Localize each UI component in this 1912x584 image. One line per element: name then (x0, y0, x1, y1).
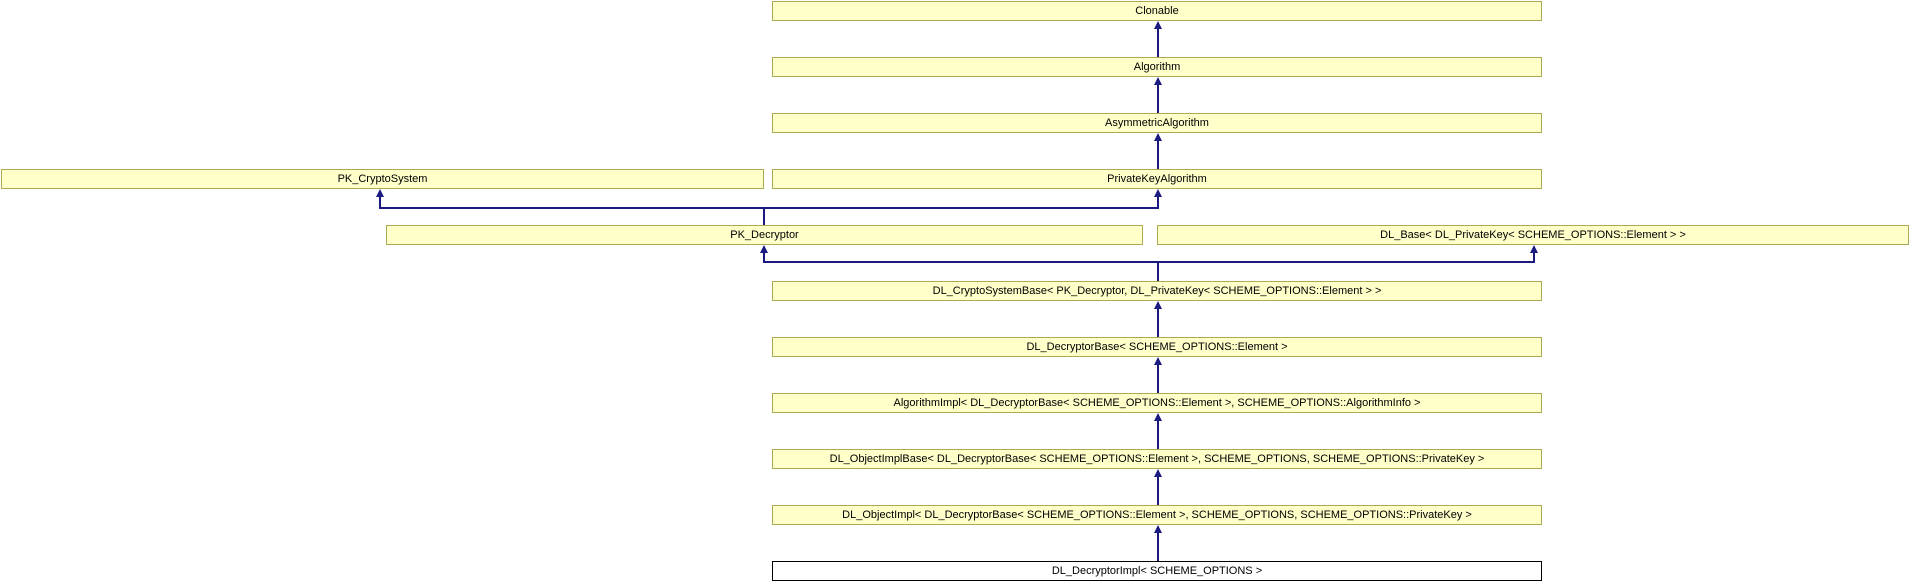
edge-algorithmimpl-to-dldecryptorbase-arrowhead (1154, 357, 1162, 365)
edge-dlcryptosystembase-to-pkdecryptor-riser (763, 253, 765, 261)
edge-dlcryptosystembase-branch-line (763, 261, 1535, 263)
edge-pkdecryptor-branch-line (379, 207, 1159, 209)
edge-pkdecryptor-stub (763, 207, 765, 225)
edge-asymmetricalgorithm-to-algorithm-shaft (1157, 85, 1159, 113)
edge-algorithm-to-clonable-arrowhead (1154, 21, 1162, 29)
edge-dlcryptosystembase-to-dlbase-riser (1533, 253, 1535, 261)
class-node-pk-decryptor[interactable]: PK_Decryptor (386, 225, 1143, 245)
edge-pkdecryptor-to-privatekeyalgorithm-arrowhead (1154, 189, 1162, 197)
edge-asymmetricalgorithm-to-algorithm-arrowhead (1154, 77, 1162, 85)
edge-pkdecryptor-to-pkcryptosystem-arrowhead (376, 189, 384, 197)
edge-dldecryptorimpl-to-dlobjectimpl-arrowhead (1154, 525, 1162, 533)
class-node-algorithm[interactable]: Algorithm (772, 57, 1542, 77)
class-node-dl-decryptorimpl-current: DL_DecryptorImpl< SCHEME_OPTIONS > (772, 561, 1542, 581)
class-node-asymmetric-algorithm[interactable]: AsymmetricAlgorithm (772, 113, 1542, 133)
edge-privatekeyalgorithm-to-asymmetricalgorithm-arrowhead (1154, 133, 1162, 141)
class-node-dl-base[interactable]: DL_Base< DL_PrivateKey< SCHEME_OPTIONS::Element > > (1157, 225, 1909, 245)
edge-dlobjectimplbase-to-algorithmimpl-shaft (1157, 421, 1159, 449)
edge-dlobjectimpl-to-dlobjectimplbase-shaft (1157, 477, 1159, 505)
edge-dlobjectimplbase-to-algorithmimpl-arrowhead (1154, 413, 1162, 421)
class-node-dl-decryptorbase[interactable]: DL_DecryptorBase< SCHEME_OPTIONS::Element > (772, 337, 1542, 357)
class-node-dl-objectimpl[interactable]: DL_ObjectImpl< DL_DecryptorBase< SCHEME_OPTIONS::Element >, SCHEME_OPTIONS, SCHEME_OPTIONS::PrivateKey > (772, 505, 1542, 525)
class-node-clonable[interactable]: Clonable (772, 1, 1542, 21)
edge-pkdecryptor-to-pkcryptosystem-riser (379, 197, 381, 207)
edge-dldecryptorbase-to-dlcryptosystembase-arrowhead (1154, 301, 1162, 309)
edge-algorithmimpl-to-dldecryptorbase-shaft (1157, 365, 1159, 393)
edge-dlcryptosystembase-to-dlbase-arrowhead (1530, 245, 1538, 253)
class-node-algorithmimpl[interactable]: AlgorithmImpl< DL_DecryptorBase< SCHEME_OPTIONS::Element >, SCHEME_OPTIONS::AlgorithmInfo > (772, 393, 1542, 413)
class-node-private-key-algorithm[interactable]: PrivateKeyAlgorithm (772, 169, 1542, 189)
edge-algorithm-to-clonable-shaft (1157, 29, 1159, 57)
class-node-dl-objectimplbase[interactable]: DL_ObjectImplBase< DL_DecryptorBase< SCHEME_OPTIONS::Element >, SCHEME_OPTIONS, SCHEME_OPTIONS::PrivateKey > (772, 449, 1542, 469)
edge-dldecryptorbase-to-dlcryptosystembase-shaft (1157, 309, 1159, 337)
edge-privatekeyalgorithm-to-asymmetricalgorithm-shaft (1157, 141, 1159, 169)
class-node-dl-cryptosystembase[interactable]: DL_CryptoSystemBase< PK_Decryptor, DL_PrivateKey< SCHEME_OPTIONS::Element > > (772, 281, 1542, 301)
class-node-pk-cryptosystem[interactable]: PK_CryptoSystem (1, 169, 764, 189)
edge-dlobjectimpl-to-dlobjectimplbase-arrowhead (1154, 469, 1162, 477)
edge-dlcryptosystembase-stub (1157, 261, 1159, 281)
edge-dldecryptorimpl-to-dlobjectimpl-shaft (1157, 533, 1159, 561)
edge-pkdecryptor-to-privatekeyalgorithm-riser (1157, 197, 1159, 207)
edge-dlcryptosystembase-to-pkdecryptor-arrowhead (760, 245, 768, 253)
